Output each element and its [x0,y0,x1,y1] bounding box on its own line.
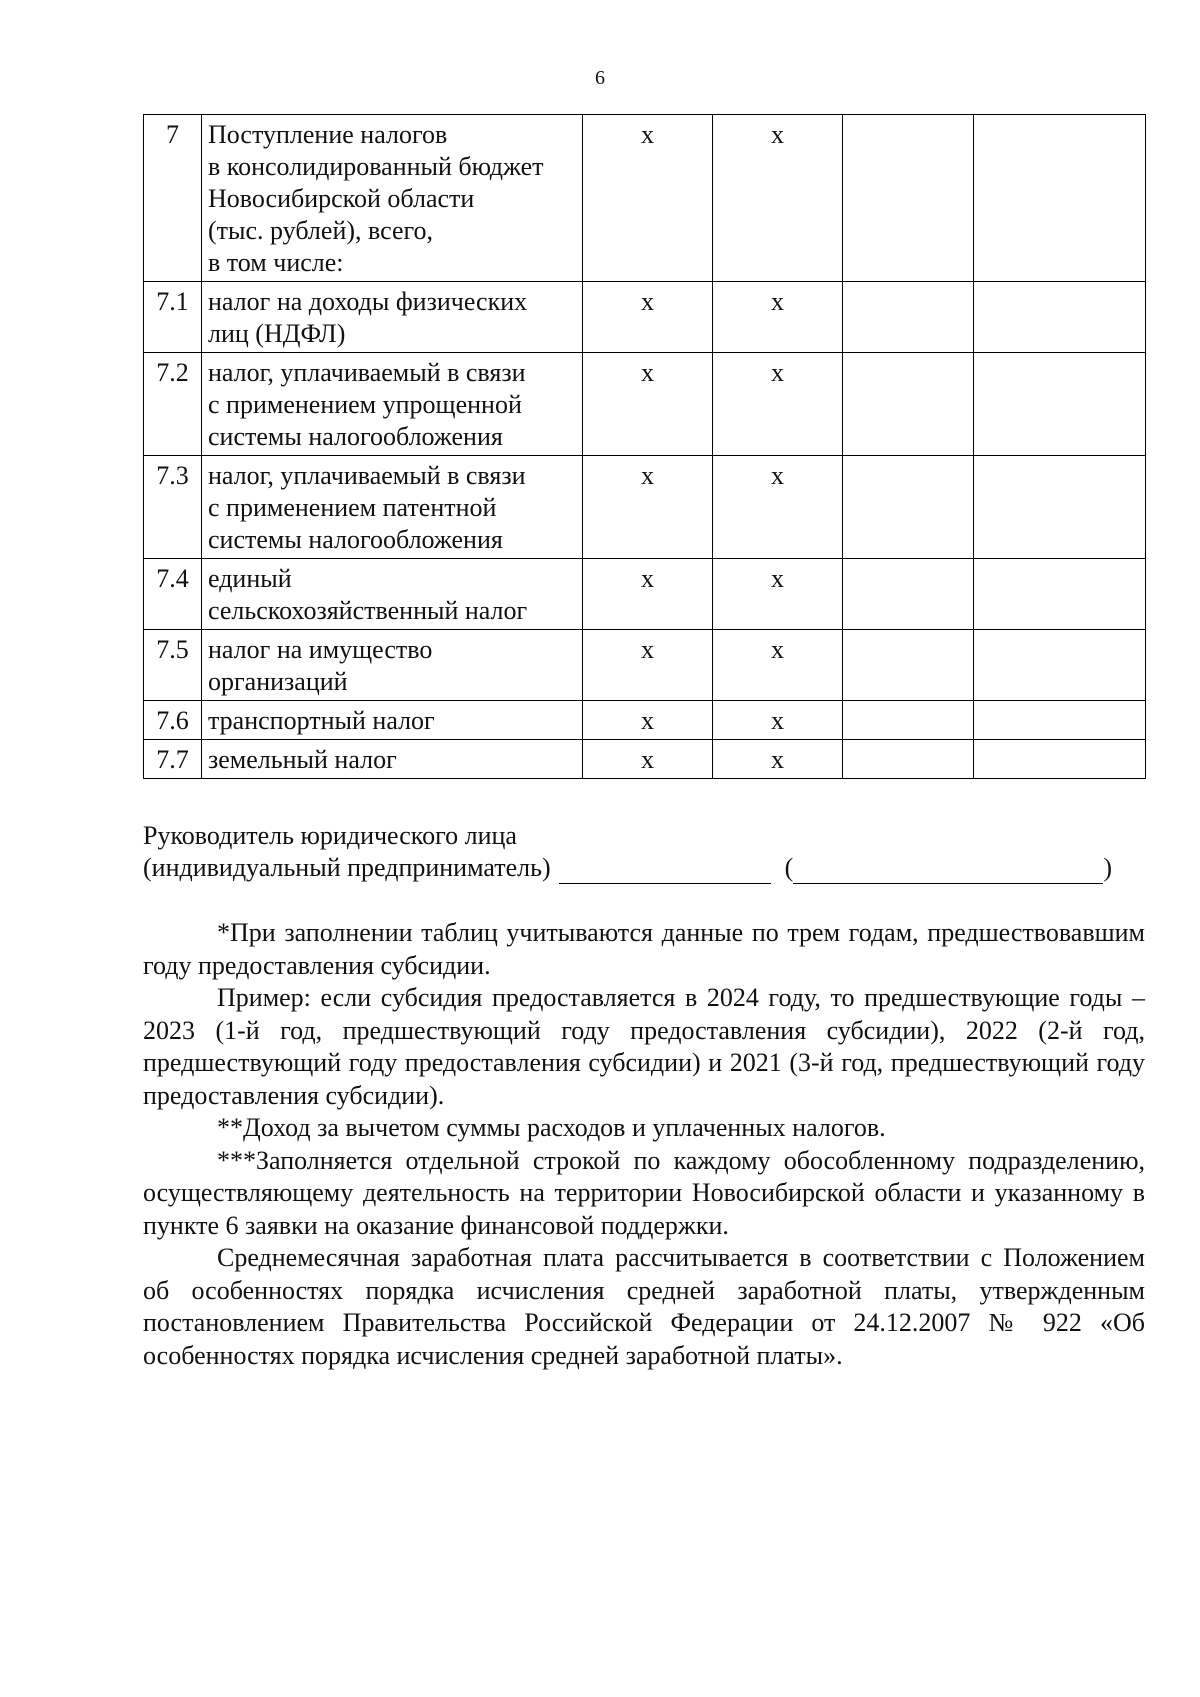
x-mark-cell: x [583,353,713,456]
table-body [144,115,1146,779]
row-name-line: налог на доходы физических [208,287,528,316]
empty-input-cell[interactable] [843,353,974,456]
signature-paren-open: ( [784,853,794,882]
x-mark-cell: x [583,282,713,353]
empty-input-cell[interactable] [974,630,1146,701]
table-row [144,701,1146,740]
empty-input-cell[interactable] [974,115,1146,282]
row-name-line: транспортный налог [208,706,435,735]
empty-input-cell[interactable] [843,115,974,282]
row-name-line: в том числе: [208,248,344,277]
x-mark-cell: x [583,701,713,740]
footnote-paragraph: Пример: если субсидия предоставляется в 2024 году, то предшествующие годы – 2023 (1-й год, предшествующий году предоставления субсидии), 2022 (2-й год, предшествующий году предоставления субсидии) и 2021 (3-й год, предшествующий году предоставления субсидии). [143,983,1145,1110]
empty-input-cell[interactable] [974,559,1146,630]
footnote-paragraph: ***Заполняется отдельной строкой по каждому обособленному подразделению, осуществляющему деятельность на территории Новосибирской области и указанному в пункте 6 заявки на оказание финансовой поддержки. [143,1145,1145,1240]
table-row [144,740,1146,779]
x-mark-cell: x [713,740,843,779]
row-name-line: системы налогообложения [208,525,503,554]
row-name-cell [202,115,583,282]
row-name-cell [202,456,583,559]
row-name-line: с применением упрощенной [208,390,522,419]
row-name-line: единый [208,564,292,593]
row-name-line: с применением патентной [208,493,497,522]
x-mark-cell: x [713,456,843,559]
row-number-cell: 7.1 [144,282,202,353]
row-name-cell [202,701,583,740]
row-name-line: лиц (НДФЛ) [208,319,346,348]
row-name-line: (тыс. рублей), всего, [208,216,434,245]
x-mark-cell: x [583,115,713,282]
tax-revenue-table [143,114,1146,779]
footnotes [143,917,1145,1372]
row-number-cell: 7.4 [144,559,202,630]
table-row [144,456,1146,559]
row-name-line: в консолидированный бюджет [208,152,544,181]
empty-input-cell[interactable] [843,559,974,630]
signature-blank-field[interactable] [559,857,771,884]
empty-input-cell[interactable] [974,740,1146,779]
empty-input-cell[interactable] [843,701,974,740]
signature-paren-close: ) [1103,853,1112,882]
empty-input-cell[interactable] [843,740,974,779]
row-name-line: Поступление налогов [208,120,448,149]
table-row [144,559,1146,630]
row-name-line: налог, уплачиваемый в связи [208,358,526,387]
empty-input-cell[interactable] [974,701,1146,740]
x-mark-cell: x [713,282,843,353]
row-name-cell [202,630,583,701]
signature-title-line1: Руководитель юридического лица [143,821,517,850]
row-name-line: налог на имущество [208,635,433,664]
row-name-line: сельскохозяйственный налог [208,596,528,625]
row-number-cell: 7.5 [144,630,202,701]
row-name-line: Новосибирской области [208,184,475,213]
table-row [144,353,1146,456]
signature-name-blank-field[interactable] [793,857,1103,884]
empty-input-cell[interactable] [843,282,974,353]
footnote-paragraph: Среднемесячная заработная плата рассчитывается в соответствии с Положением об особенностях порядка исчисления средней заработной платы, утвержденным постановлением Правительства Российской Федерации от 24.12.2007 № 922 «Об особенностях порядка исчисления средней заработной платы». [143,1243,1145,1370]
x-mark-cell: x [713,559,843,630]
x-mark-cell: x [713,630,843,701]
x-mark-cell: x [713,701,843,740]
empty-input-cell[interactable] [974,456,1146,559]
signature-row [143,852,1145,884]
row-name-line: земельный налог [208,745,397,774]
empty-input-cell[interactable] [843,630,974,701]
signature-title-line2: (индивидуальный предприниматель) [143,853,551,882]
footnote-paragraph: *При заполнении таблиц учитываются данные по трем годам, предшествовавшим году предоставления субсидии. [143,918,1145,980]
empty-input-cell[interactable] [843,456,974,559]
row-name-cell [202,353,583,456]
x-mark-cell: x [583,456,713,559]
x-mark-cell: x [713,115,843,282]
row-name-line: организаций [208,667,348,696]
page-number: 6 [595,67,605,89]
x-mark-cell: x [583,630,713,701]
x-mark-cell: x [583,559,713,630]
row-number-cell: 7.3 [144,456,202,559]
row-name-cell [202,740,583,779]
empty-input-cell[interactable] [974,353,1146,456]
row-name-cell [202,559,583,630]
table-row [144,282,1146,353]
row-number-cell: 7.7 [144,740,202,779]
empty-input-cell[interactable] [974,282,1146,353]
row-name-line: налог, уплачиваемый в связи [208,461,526,490]
footnote-paragraph: **Доход за вычетом суммы расходов и уплаченных налогов. [217,1113,886,1142]
signature-block [143,820,1145,884]
table-row [144,630,1146,701]
row-name-cell [202,282,583,353]
row-number-cell: 7.6 [144,701,202,740]
row-number-cell: 7 [144,115,202,282]
table-row [144,115,1146,282]
x-mark-cell: x [583,740,713,779]
row-name-line: системы налогообложения [208,422,503,451]
row-number-cell: 7.2 [144,353,202,456]
x-mark-cell: x [713,353,843,456]
